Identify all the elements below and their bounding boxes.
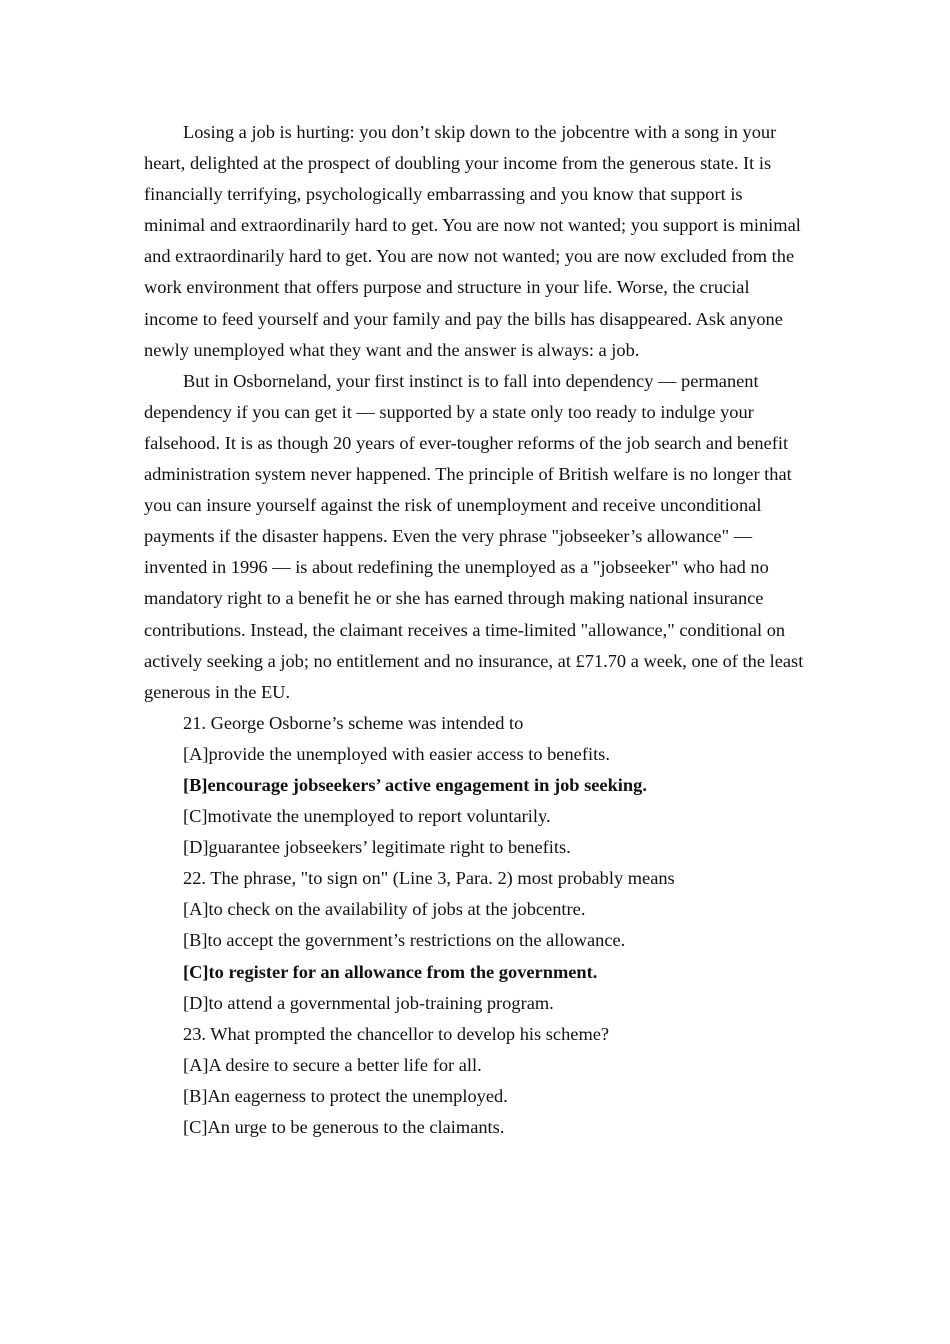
question-22-option-c-answer: [C]to register for an allowance from the government. <box>183 961 598 982</box>
passage-paragraph-2: But in Osborneland, your first instinct is to fall into dependency — permanent dependency if you can get it — supported by a state only too ready to indulge your falsehood. It is as though 20 years of ever-tougher reforms of the job search and benefit administration system never happened. The principle of British welfare is no longer that you can insure yourself against the risk of unemployment and receive unconditional payments if the disaster happens. Even the very phrase "jobseeker’s allowance" — invented in 1996 — is about redefining the unemployed as a "jobseeker" who had no mandatory right to a benefit he or she has earned through making national insurance contributions. Instead, the claimant receives a time-limited "allowance," conditional on actively seeking a job; no entitlement and no insurance, at £71.70 a week, one of the least generous in the EU. <box>144 370 804 702</box>
question-23-option-b: [B]An eagerness to protect the unemployed. <box>183 1085 508 1106</box>
question-21-stem: 21. George Osborne’s scheme was intended to <box>183 712 524 733</box>
question-21-option-b-answer: [B]encourage jobseekers’ active engagement in job seeking. <box>183 774 647 795</box>
question-22-option-a: [A]to check on the availability of jobs at the jobcentre. <box>183 899 586 920</box>
question-23-stem: 23. What prompted the chancellor to develop his scheme? <box>183 1023 610 1044</box>
question-21-option-d: [D]guarantee jobseekers’ legitimate right to benefits. <box>183 837 571 858</box>
document-body <box>144 117 804 1143</box>
question-22-option-b: [B]to accept the government’s restrictions on the allowance. <box>183 930 626 951</box>
question-23-option-a: [A]A desire to secure a better life for all. <box>183 1054 482 1075</box>
question-23-option-c: [C]An urge to be generous to the claimants. <box>183 1117 505 1137</box>
question-22-option-d: [D]to attend a governmental job-training program. <box>183 992 554 1013</box>
passage-paragraph-1: Losing a job is hurting: you don’t skip down to the jobcentre with a song in your heart, delighted at the prospect of doubling your income from the generous state. It is financially terrifying, psychologically embarrassing and you know that support is minimal and extraordinarily hard to get. You are now not wanted; you support is minimal and extraordinarily hard to get. You are now not wanted; you are now excluded from the work environment that offers purpose and structure in your life. Worse, the crucial income to feed yourself and your family and pay the bills has disappeared. Ask anyone newly unemployed what they want and the answer is always: a job. <box>144 122 801 360</box>
question-21-option-a: [A]provide the unemployed with easier access to benefits. <box>183 743 610 764</box>
question-22-stem: 22. The phrase, "to sign on" (Line 3, Para. 2) most probably means <box>183 868 675 889</box>
question-21-option-c: [C]motivate the unemployed to report voluntarily. <box>183 806 551 827</box>
